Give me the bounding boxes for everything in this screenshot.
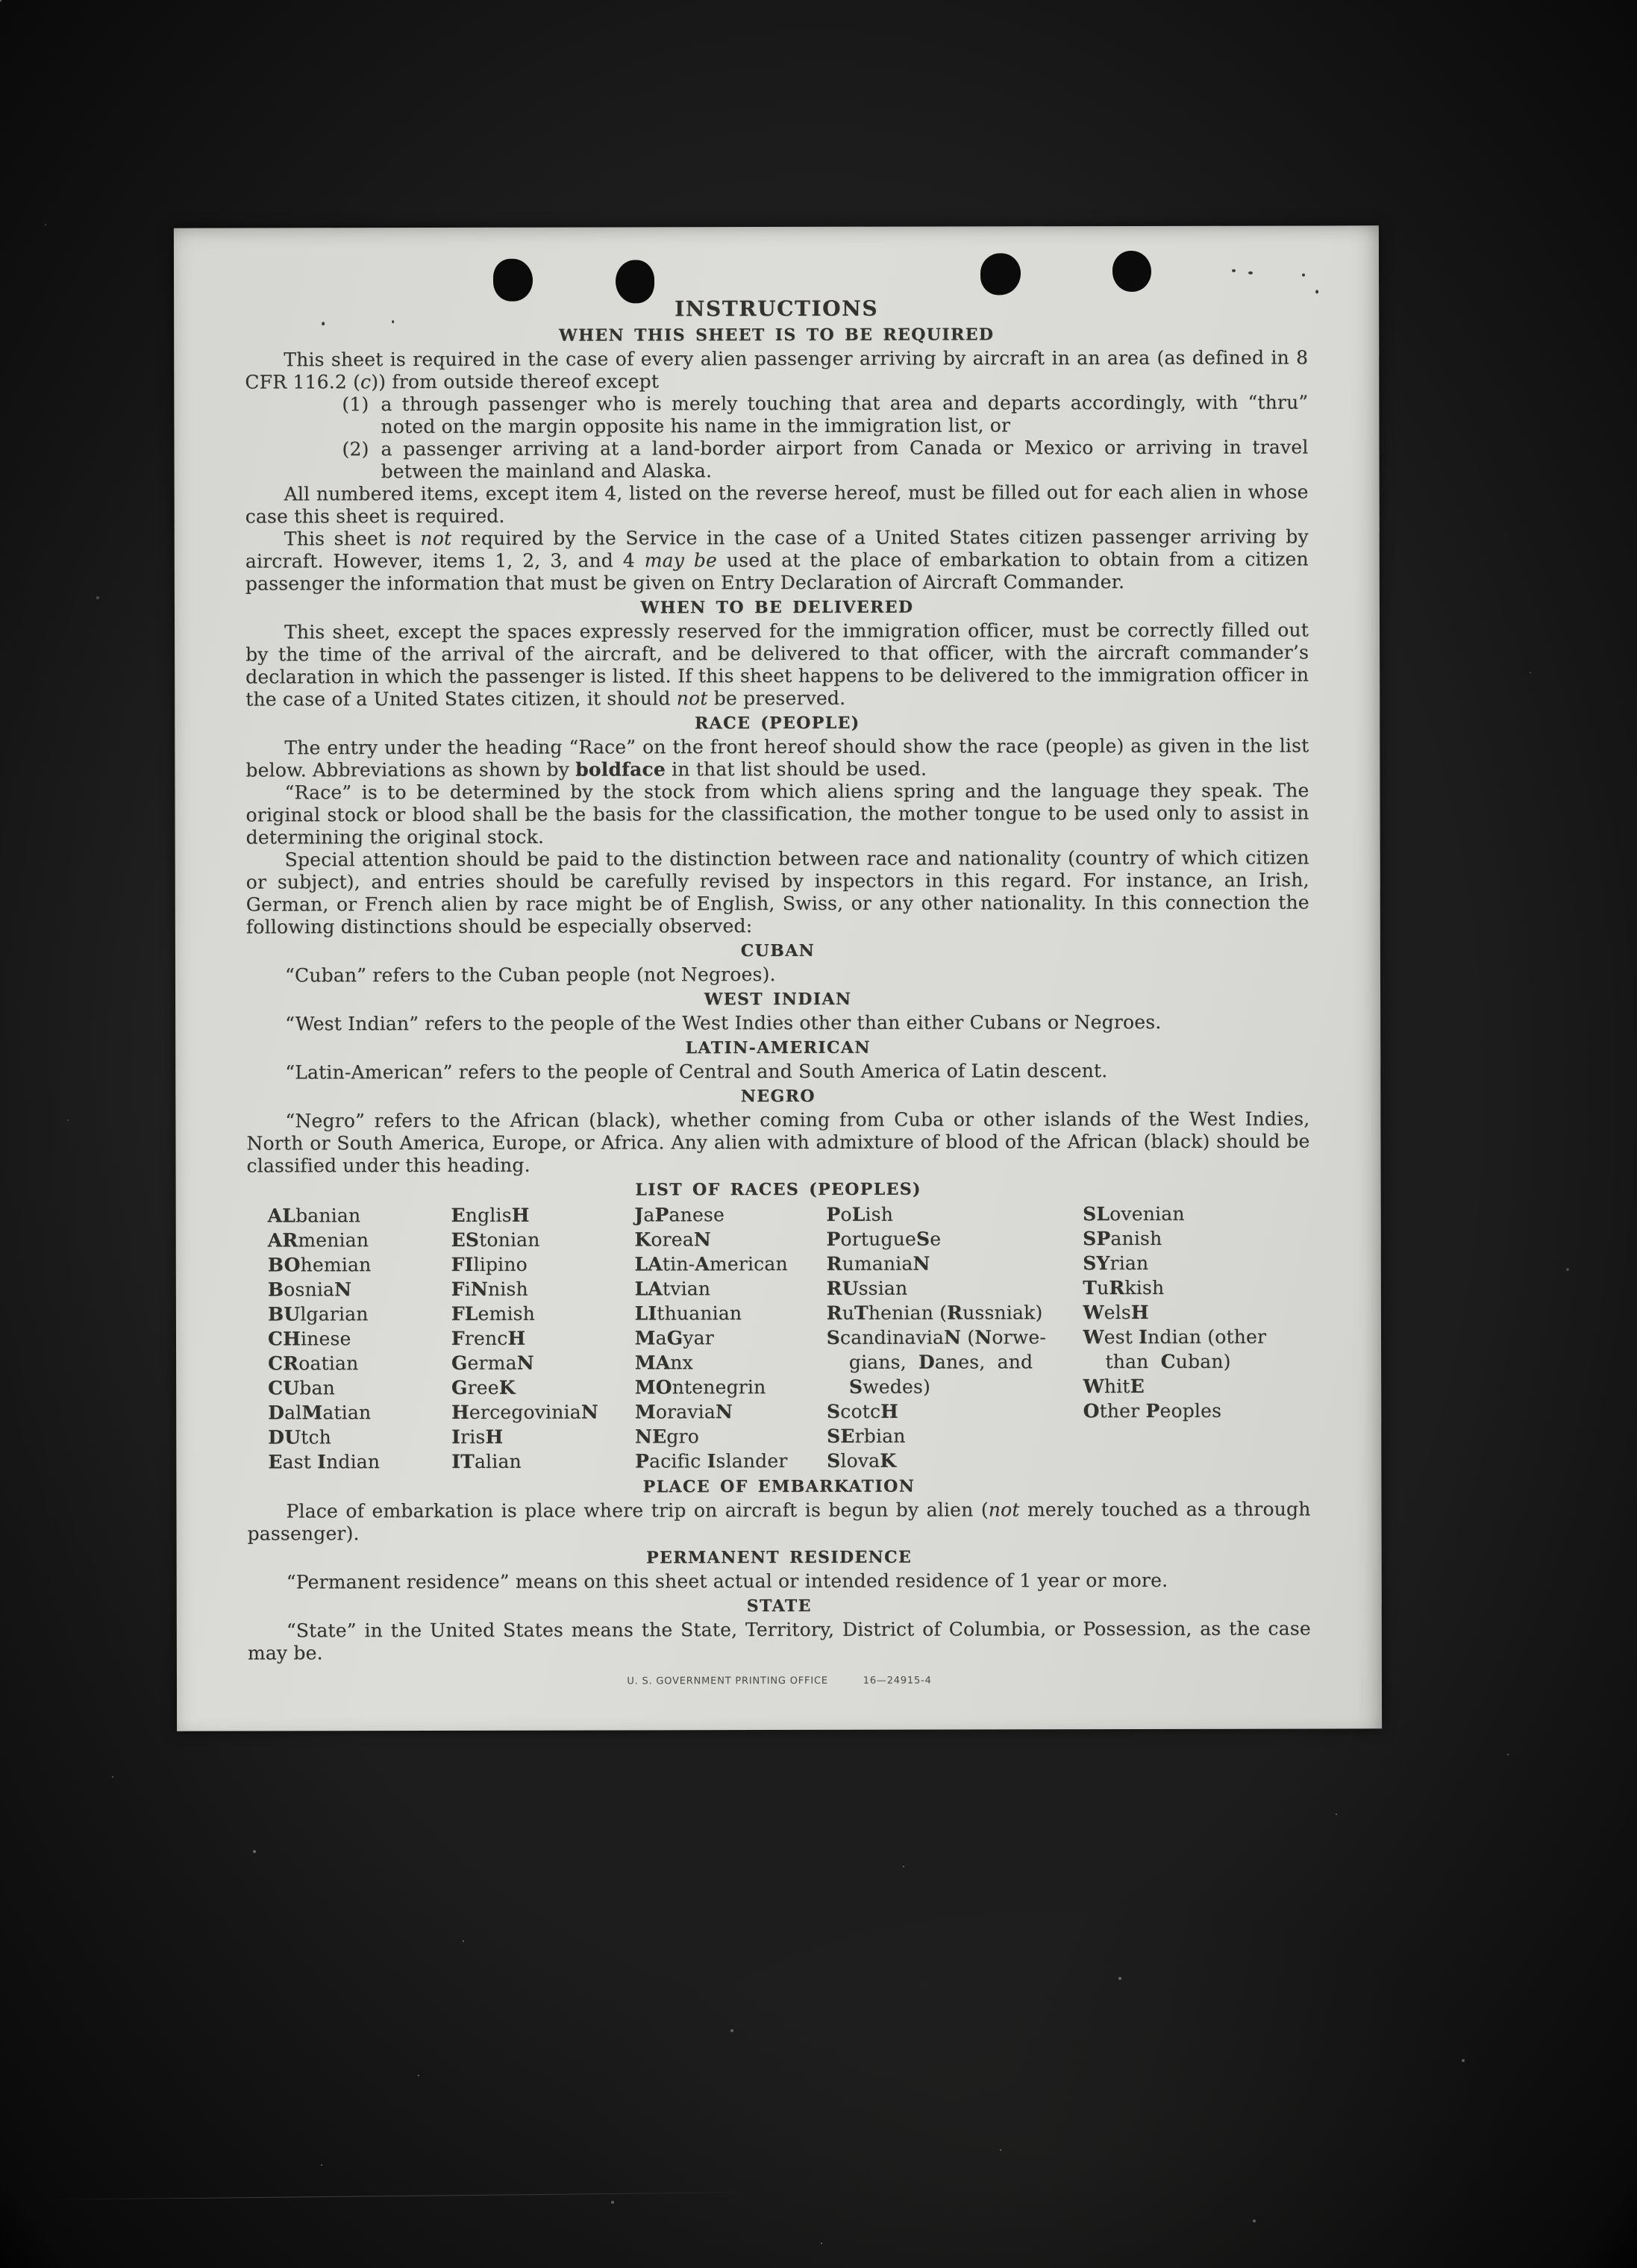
text-segment: used at the place of embarkation to obtain from a citizen passenger the information that must be given on Entry Declaration of Aircraft Commander. bbox=[245, 548, 1309, 595]
race-item: ALbanian bbox=[267, 1205, 361, 1227]
race-item: EnglisH bbox=[451, 1204, 530, 1226]
race-item: LAtvian bbox=[634, 1278, 711, 1300]
race-item: BOhemian bbox=[267, 1254, 372, 1276]
race-item: Pacific Islander bbox=[635, 1449, 788, 1472]
race-item: FLemish bbox=[451, 1302, 536, 1325]
section-heading-list-of-races-peoples: LIST OF RACES (PEOPLES) bbox=[635, 1179, 921, 1200]
race-item: Swedes) bbox=[848, 1375, 930, 1398]
race-item: SErbian bbox=[827, 1425, 906, 1447]
race-item: SlovaK bbox=[827, 1449, 897, 1472]
punch-hole-icon bbox=[1112, 251, 1151, 292]
paragraph bbox=[248, 1569, 1311, 1594]
text-segment: “Cuban” refers to the Cuban people (not Negroes). bbox=[284, 963, 776, 987]
race-item: FiNnish bbox=[451, 1278, 528, 1300]
ink-speck bbox=[392, 320, 394, 323]
section-heading-race-people: RACE (PEOPLE) bbox=[694, 713, 860, 734]
race-item: HercegoviniaN bbox=[451, 1401, 598, 1423]
race-item: CUban bbox=[268, 1377, 335, 1399]
text-segment: “West Indian” refers to the people of the West Indies other than either Cubans or Negroes. bbox=[285, 1010, 1162, 1035]
document-body bbox=[245, 325, 1311, 1665]
race-item: NEgro bbox=[634, 1425, 699, 1448]
race-item: MAnx bbox=[634, 1352, 693, 1374]
race-item: EStonian bbox=[451, 1228, 540, 1251]
race-item: SLovenian bbox=[1083, 1202, 1185, 1225]
page-title: INSTRUCTIONS bbox=[674, 296, 879, 322]
text-segment: not bbox=[676, 687, 708, 710]
race-item: RUssian bbox=[826, 1277, 908, 1299]
race-item: GreeK bbox=[451, 1376, 516, 1399]
section-heading-latin-american: LATIN-AMERICAN bbox=[685, 1037, 871, 1058]
text-segment: )) from outside thereof except bbox=[371, 370, 660, 393]
section-heading-permanent-residence: PERMANENT RESIDENCE bbox=[646, 1547, 913, 1568]
race-item: FIlipino bbox=[451, 1253, 528, 1275]
race-item: PortugueSe bbox=[826, 1228, 942, 1250]
race-item: DUtch bbox=[268, 1426, 331, 1449]
race-column-4 bbox=[826, 1202, 1083, 1473]
race-item: ScotcH bbox=[826, 1400, 899, 1422]
text-segment: “Negro” refers to the African (black), whether coming from Cuba or other islands of the West Indies, North or South America, Europe, or Africa. Any alien with admixture of blood of the African (black) should be classified under this heading. bbox=[246, 1108, 1310, 1177]
ink-speck bbox=[1248, 272, 1253, 275]
race-item: MOntenegrin bbox=[634, 1376, 766, 1399]
text-segment: boldface bbox=[575, 758, 666, 781]
ink-speck bbox=[322, 322, 325, 325]
text-segment: This sheet is required in the case of every alien passenger arriving by aircraft in an area (as defined in 8 CFR 116.2 ( bbox=[245, 346, 1309, 393]
race-item: Other Peoples bbox=[1083, 1399, 1222, 1422]
paragraph bbox=[248, 1618, 1311, 1665]
paragraph bbox=[246, 1060, 1309, 1084]
race-item: CRoatian bbox=[268, 1352, 359, 1375]
scan-dust-specks bbox=[0, 0, 1, 1]
race-item: CHinese bbox=[267, 1328, 351, 1350]
text-segment: in that list should be used. bbox=[665, 757, 927, 781]
race-item: ScandinaviaN (Norwe- bbox=[826, 1326, 1047, 1349]
text-segment: a through passenger who is merely touching that area and departs accordingly, with “thru” noted on the margin opposite his name in the immigration list, or bbox=[381, 391, 1309, 438]
instruction-sheet-page bbox=[174, 225, 1382, 1731]
section-heading-negro: NEGRO bbox=[740, 1086, 816, 1107]
race-item: RuThenian (Russniak) bbox=[826, 1302, 1043, 1324]
text-segment: Special attention should be paid to the distinction between race and nationality (country of which citizen or subject), and entries should be carefully revised by inspectors in this regard. For instance, an Irish, German, or French alien by race might be of English, Swiss, or any other nationality. In this connection the following distinctions should be especially observed: bbox=[245, 846, 1309, 938]
section-heading-cuban: CUBAN bbox=[740, 940, 816, 961]
race-item: KoreaN bbox=[634, 1228, 711, 1251]
race-item: SPanish bbox=[1083, 1227, 1162, 1250]
text-segment: be preserved. bbox=[707, 687, 846, 710]
race-item: BUlgarian bbox=[267, 1303, 369, 1325]
race-item: WhitE bbox=[1083, 1375, 1145, 1398]
race-list bbox=[247, 1202, 1311, 1475]
race-item: East Indian bbox=[268, 1451, 381, 1473]
race-column-3 bbox=[634, 1202, 827, 1474]
text-segment: “Latin-American” refers to the people of Central and South America of Latin descent. bbox=[285, 1060, 1108, 1084]
text-segment: not bbox=[988, 1499, 1020, 1521]
ink-speck bbox=[1302, 274, 1305, 277]
race-item: West Indian (other bbox=[1083, 1325, 1267, 1349]
paragraph bbox=[245, 780, 1309, 849]
text-segment: may be bbox=[644, 549, 718, 572]
race-item: MoraviaN bbox=[634, 1401, 733, 1423]
section-heading-when-to-be-delivered: WHEN TO BE DELIVERED bbox=[640, 597, 914, 618]
paragraph bbox=[246, 847, 1309, 939]
race-item: gians, Danes, and bbox=[848, 1351, 1033, 1373]
item-marker: (1) bbox=[342, 393, 369, 416]
race-item: than Cuban) bbox=[1105, 1350, 1231, 1373]
race-item: JaPanese bbox=[634, 1204, 724, 1226]
paragraph bbox=[245, 526, 1309, 596]
race-item: BosniaN bbox=[267, 1278, 352, 1301]
race-item: FrencH bbox=[451, 1327, 526, 1349]
paragraph bbox=[245, 347, 1308, 394]
paragraph bbox=[245, 735, 1309, 782]
text-segment: “Permanent residence” means on this sheet actual or intended residence of 1 year or more. bbox=[286, 1569, 1168, 1593]
item-marker: (2) bbox=[342, 438, 369, 460]
paragraph bbox=[246, 1108, 1309, 1178]
paragraph bbox=[247, 1499, 1310, 1546]
text-segment: not bbox=[420, 527, 452, 550]
ink-speck bbox=[1232, 269, 1236, 272]
text-segment: All numbered items, except item 4, listed on the reverse hereof, must be filled out for each alien in whose case this sheet is required. bbox=[245, 481, 1309, 528]
paragraph bbox=[245, 481, 1309, 528]
punch-hole-icon bbox=[493, 259, 533, 302]
printing-office-imprint bbox=[248, 1675, 1311, 1688]
race-item: RumaniaN bbox=[826, 1252, 930, 1275]
text-segment: required by the Service in the case of a United States citizen passenger arriving by aircraft. However, items 1, 2, 3, and 4 bbox=[245, 525, 1309, 572]
paragraph bbox=[245, 619, 1309, 711]
text-segment: a passenger arriving at a land-border airport from Canada or Mexico or arriving in travel between the mainland and Alaska. bbox=[381, 436, 1309, 483]
race-item: WelsH bbox=[1083, 1301, 1149, 1324]
paragraph bbox=[246, 963, 1309, 987]
text-segment: This sheet is bbox=[284, 528, 421, 550]
section-heading-when-this-sheet-is-to-be-required: WHEN THIS SHEET IS TO BE REQUIRED bbox=[558, 325, 995, 346]
race-item: SYrian bbox=[1083, 1252, 1149, 1275]
section-heading-place-of-embarkation: PLACE OF EMBARKATION bbox=[642, 1476, 915, 1497]
scan-scratch bbox=[45, 2192, 754, 2200]
ink-speck bbox=[1315, 290, 1318, 293]
race-column-1 bbox=[268, 1203, 452, 1475]
race-item: IrisH bbox=[451, 1425, 504, 1448]
numbered-item bbox=[245, 437, 1308, 484]
punch-hole-icon bbox=[980, 253, 1021, 295]
race-item: TuRkish bbox=[1083, 1276, 1165, 1299]
race-item: LIthuanian bbox=[634, 1302, 742, 1325]
text-segment: merely touched as a through passenger). bbox=[247, 1498, 1311, 1545]
punch-hole-icon bbox=[616, 260, 654, 303]
race-item: MaGyar bbox=[634, 1327, 714, 1349]
text-segment: “Race” is to be determined by the stock from which aliens spring and the language they speak. The original stock or blood shall be the basis for the classification, the mother tongue to be used only to assist in determining the original stock. bbox=[245, 779, 1309, 849]
race-item: PoLish bbox=[826, 1203, 894, 1225]
race-column-5 bbox=[1083, 1202, 1310, 1473]
gpo-job-number: 16—24915-4 bbox=[863, 1675, 932, 1687]
text-segment: This sheet, except the spaces expressly reserved for the immigration officer, must be correctly filled out by the time of the arrival of the aircraft, and be delivered to that officer, with the aircraft commander’s declaration in which the passenger is listed. If this sheet happens to be delivered to the immigration officer in the case of a United States citizen, it should bbox=[245, 619, 1309, 710]
race-item: GermaN bbox=[451, 1352, 534, 1374]
text-segment: Place of embarkation is place where trip on aircraft is begun by alien ( bbox=[286, 1499, 989, 1522]
text-segment: The entry under the heading “Race” on the front hereof should show the race (people) as given in the list below. Abbreviations as shown by bbox=[245, 734, 1309, 781]
text-segment: “State” in the United States means the State, Territory, District of Columbia, or Possession, as the case may be. bbox=[247, 1617, 1311, 1664]
gpo-imprint-text: U. S. GOVERNMENT PRINTING OFFICE bbox=[627, 1675, 828, 1687]
numbered-item bbox=[245, 392, 1308, 439]
section-heading-west-indian: WEST INDIAN bbox=[704, 989, 852, 1010]
paragraph bbox=[246, 1011, 1309, 1036]
text-segment: c bbox=[360, 371, 372, 393]
race-item: LAtin-American bbox=[634, 1252, 788, 1275]
section-heading-state: STATE bbox=[746, 1596, 812, 1616]
race-item: DalMatian bbox=[268, 1402, 372, 1424]
race-column-2 bbox=[451, 1202, 635, 1474]
race-item: ARmenian bbox=[267, 1229, 369, 1252]
race-item: ITalian bbox=[451, 1450, 522, 1472]
